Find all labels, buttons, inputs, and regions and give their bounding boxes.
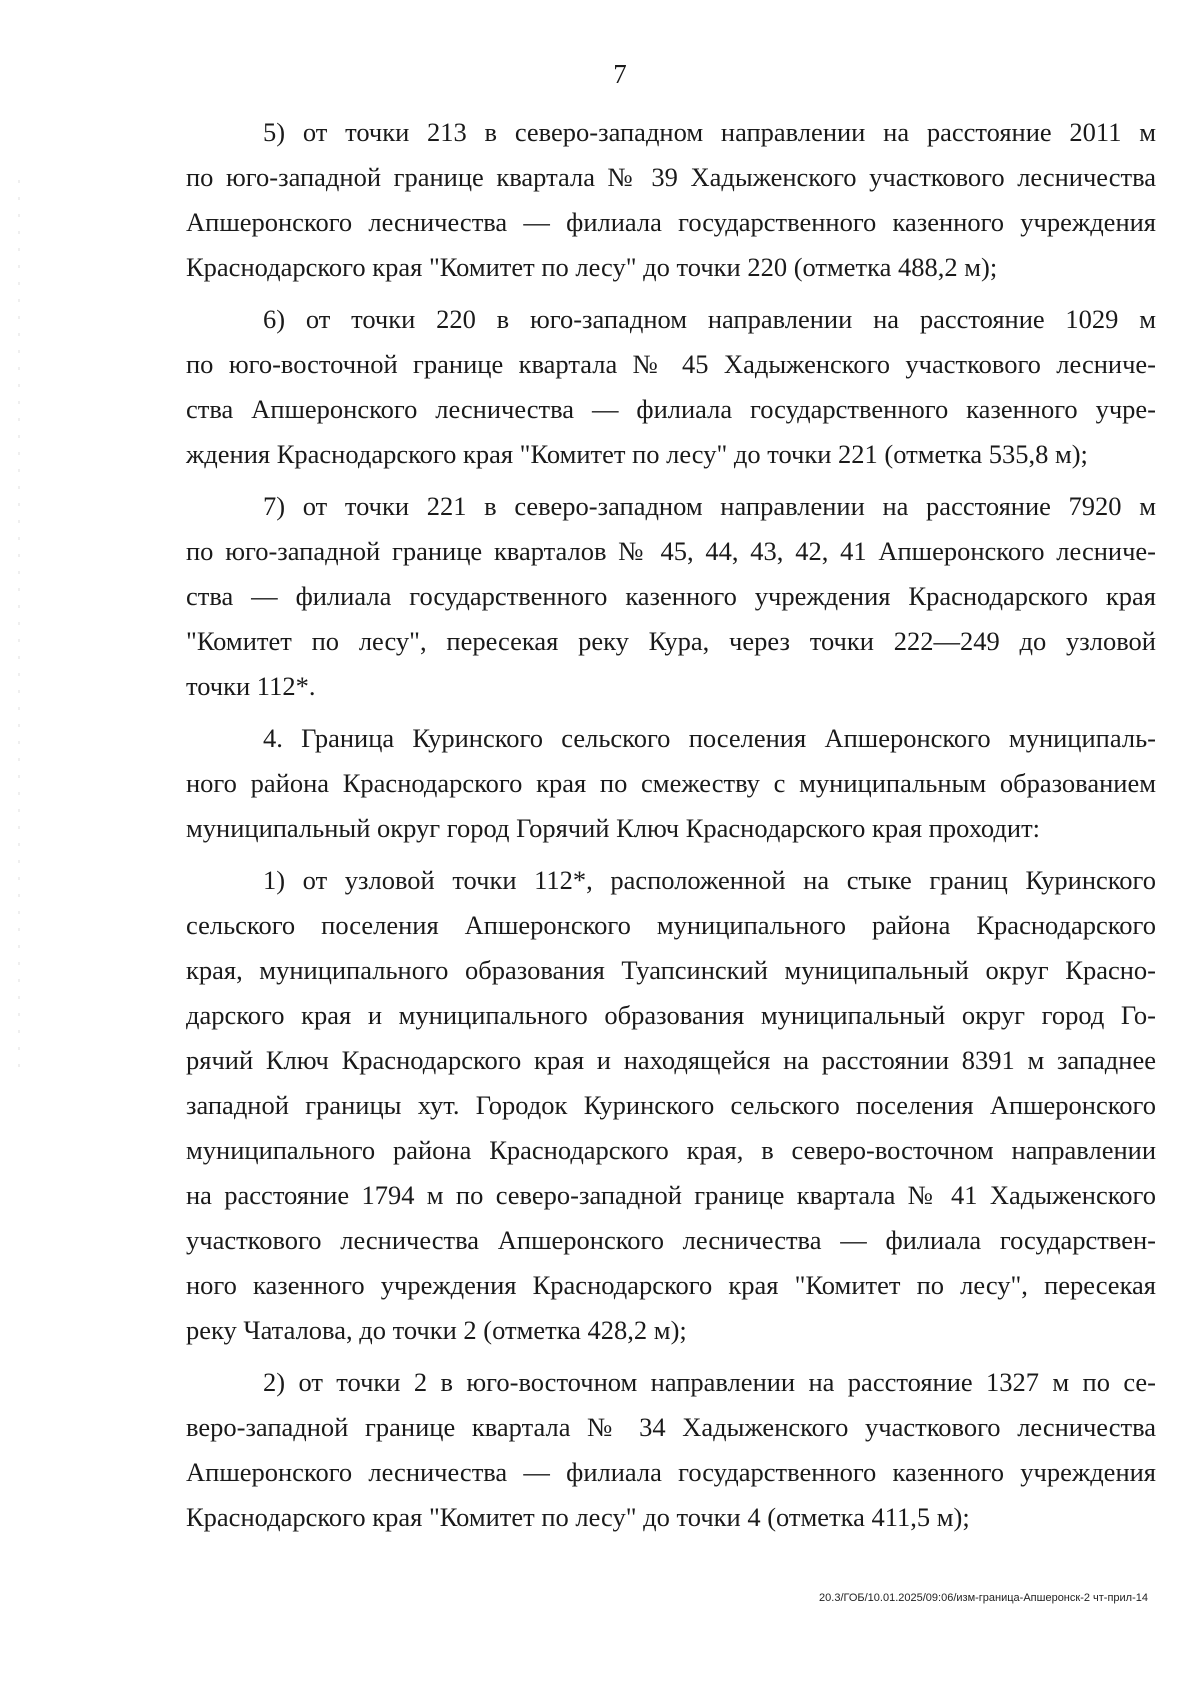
paragraph-section-4-boundary [186, 716, 1156, 851]
text-line: по юго-западной границе квартала № 39 Хадыженского участкового лесничества [186, 162, 1156, 192]
text-line: ного казенного учреждения Краснодарского края "Комитет по лесу", пересекая [186, 1270, 1156, 1300]
text-line: 5) от точки 213 в северо-западном направлении на расстояние 2011 м [263, 117, 1156, 147]
text-line: 4. Граница Куринского сельского поселения Апшеронского муниципаль- [263, 723, 1156, 753]
text-line: муниципального района Краснодарского края, в северо-восточном направлении [186, 1135, 1156, 1165]
text-line: западной границы хут. Городок Куринского сельского поселения Апшеронского [186, 1090, 1156, 1120]
text-line: участкового лесничества Апшеронского лесничества — филиала государствен- [186, 1225, 1156, 1255]
text-line: Апшеронского лесничества — филиала государственного казенного учреждения [186, 207, 1156, 237]
text-line: ства Апшеронского лесничества — филиала государственного казенного учре- [186, 394, 1156, 424]
text-line: ждения Краснодарского края "Комитет по лесу" до точки 221 (отметка 535,8 м); [186, 439, 1088, 469]
text-line: рячий Ключ Краснодарского края и находящейся на расстоянии 8391 м западнее [186, 1045, 1156, 1075]
text-line: края, муниципального образования Туапсинский муниципальный округ Красно- [186, 955, 1156, 985]
text-line: Краснодарского края "Комитет по лесу" до точки 4 (отметка 411,5 м); [186, 1502, 970, 1532]
text-line: "Комитет по лесу", пересекая реку Кура, через точки 222—249 до узловой [186, 626, 1156, 656]
text-line: ного района Краснодарского края по смежеству с муниципальным образованием [186, 768, 1156, 798]
document-body [186, 110, 1156, 1540]
text-line: 1) от узловой точки 112*, расположенной на стыке границ Куринского [263, 865, 1156, 895]
text-line: веро-западной границе квартала № 34 Хадыженского участкового лесничества [186, 1412, 1156, 1442]
text-line: точки 112*. [186, 671, 316, 701]
text-line: 7) от точки 221 в северо-западном направлении на расстояние 7920 м [263, 491, 1156, 521]
text-line: 2) от точки 2 в юго-восточном направлении на расстояние 1327 м по се- [263, 1367, 1156, 1397]
text-line: муниципальный округ город Горячий Ключ Краснодарского края проходит: [186, 813, 1041, 843]
paragraph-item-7-point-221 [186, 484, 1156, 709]
text-line: ства — филиала государственного казенного учреждения Краснодарского края [186, 581, 1156, 611]
paragraph-item-5-point-213 [186, 110, 1156, 290]
paragraph-item-6-point-220 [186, 297, 1156, 477]
text-line: 6) от точки 220 в юго-западном направлении на расстояние 1029 м [263, 304, 1156, 334]
text-line: Краснодарского края "Комитет по лесу" до точки 220 (отметка 488,2 м); [186, 252, 998, 282]
page-number: 7 [613, 59, 627, 89]
text-line: реку Чаталова, до точки 2 (отметка 428,2 м); [186, 1315, 687, 1345]
paragraph-item-1-point-112 [186, 858, 1156, 1353]
text-line: по юго-западной границе кварталов № 45, 44, 43, 42, 41 Апшеронского лесниче- [186, 536, 1156, 566]
text-line: сельского поселения Апшеронского муниципального района Краснодарского [186, 910, 1156, 940]
document-footer-code: 20.3/ГОБ/10.01.2025/09:06/изм-граница-Апшеронск-2 чт-прил-14 [819, 1592, 1148, 1604]
text-line: дарского края и муниципального образования муниципальный округ город Го- [186, 1000, 1156, 1030]
text-line: Апшеронского лесничества — филиала государственного казенного учреждения [186, 1457, 1156, 1487]
scan-margin-marks [18, 180, 20, 1080]
text-line: на расстояние 1794 м по северо-западной границе квартала № 41 Хадыженского [186, 1180, 1156, 1210]
text-line: по юго-восточной границе квартала № 45 Хадыженского участкового лесниче- [186, 349, 1156, 379]
paragraph-item-2-point-2 [186, 1360, 1156, 1540]
